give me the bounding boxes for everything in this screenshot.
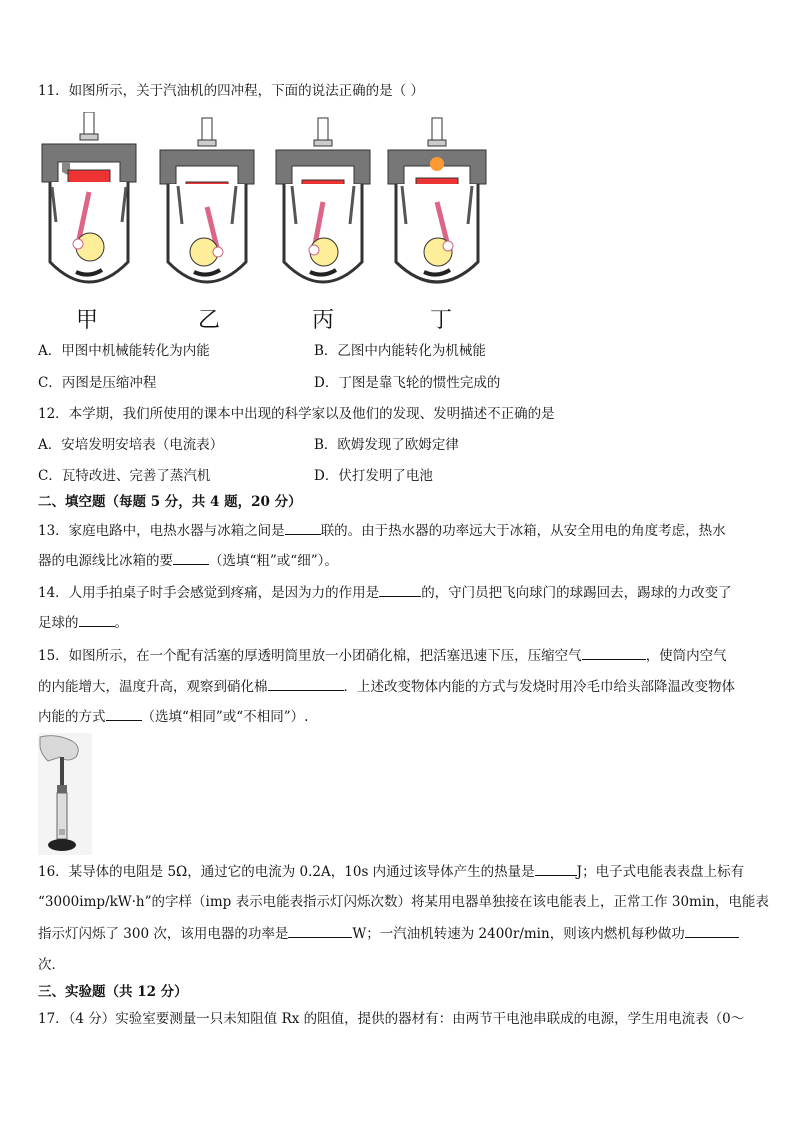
q16-line-4: 次．	[38, 957, 65, 973]
q15-line-1	[38, 646, 727, 665]
q13-line-1	[38, 521, 726, 540]
q15-text-3a: 内能的方式	[38, 709, 106, 725]
q14-line-2	[38, 613, 128, 632]
q14-text-2b: 。	[114, 615, 128, 631]
q15-line-2	[38, 677, 735, 696]
q17-line-1: 17．（4 分）实验室要测量一只未知阻值 Rx 的阻值，提供的器材有：由两节干电池串联成的电源，学生用电流表（0～	[38, 1011, 745, 1027]
q16-line-2: “3000imp/kW·h”的字样（imp 表示电能表指示灯闪烁次数）将某用电器单独接在该电能表上，正常工作 30min，电能表	[38, 894, 769, 910]
q16-line-1	[38, 862, 744, 881]
q12-option-d: D．伏打发明了电池	[314, 468, 433, 484]
q15-text-3b: （选填“相同”或“不相同”）.	[141, 709, 309, 725]
q14-text-2a: 足球的	[38, 615, 79, 631]
q13-text-2b: （选填“粗”或“细”）。	[209, 553, 338, 569]
q14-line-1	[38, 583, 732, 602]
section-heading-experiment: 三、实验题（共 12 分）	[38, 984, 188, 1000]
q15-text-1b: ，使筒内空气	[645, 648, 727, 664]
q13-blank-2[interactable]	[173, 551, 209, 565]
q11-option-b: B．乙图中内能转化为机械能	[314, 343, 486, 359]
engine-label-yi: 乙	[198, 308, 221, 333]
engine-diagram-ding	[386, 112, 490, 292]
q14-blank-1[interactable]	[379, 583, 421, 597]
q16-text-1b: J；电子式电能表表盘上标有	[576, 864, 745, 880]
q15-blank-2[interactable]	[268, 677, 344, 691]
q16-blank-1[interactable]	[535, 862, 577, 876]
q13-line-2	[38, 551, 338, 570]
q16-line-3	[38, 924, 739, 943]
engine-label-jia: 甲	[76, 308, 99, 333]
q16-blank-3[interactable]	[685, 924, 739, 938]
engine-label-ding: 丁	[430, 308, 453, 333]
q11-option-d: D．丁图是靠飞轮的惯性完成的	[314, 375, 501, 391]
engine-diagram-jia	[40, 112, 138, 292]
q13-text-1a: 13．家庭电路中，电热水器与冰箱之间是	[38, 523, 285, 539]
q13-text-1b: 联的。由于热水器的功率远大于冰箱，从安全用电的角度考虑，热水	[320, 523, 726, 539]
q16-text-3b: W；一汽油机转速为 2400r/min，则该内燃机每秒做功	[352, 926, 685, 942]
section-heading-fill-in: 二、填空题（每题 5 分，共 4 题，20 分）	[38, 494, 302, 510]
q15-text-1a: 15．如图所示，在一个配有活塞的厚透明筒里放一小团硝化棉，把活塞迅速下压，压缩空气	[38, 648, 582, 664]
q12-option-a: A．安培发明安培表（电流表）	[38, 437, 224, 453]
q16-text-1a: 16．某导体的电阻是 5Ω，通过它的电流为 0.2A，10s 内通过该导体产生的热量是	[38, 864, 535, 880]
q16-text-3a: 指示灯闪烁了 300 次，该用电器的功率是	[38, 926, 289, 942]
q15-line-3	[38, 707, 308, 726]
q13-blank-1[interactable]	[285, 521, 321, 535]
q15-text-2b: ．上述改变物体内能的方式与发烧时用冷毛巾给头部降温改变物体	[343, 679, 735, 695]
q14-blank-2[interactable]	[79, 613, 115, 627]
q16-blank-2[interactable]	[288, 924, 352, 938]
q15-text-2a: 的内能增大，温度升高，观察到硝化棉	[38, 679, 268, 695]
engine-diagram-bing	[274, 112, 372, 292]
q14-text-1b: 的，守门员把飞向球门的球踢回去，踢球的力改变了	[421, 585, 732, 601]
engine-label-bing: 丙	[312, 308, 335, 333]
q12-option-b: B．欧姆发现了欧姆定律	[314, 437, 459, 453]
q11-option-c: C．丙图是压缩冲程	[38, 375, 157, 391]
q13-text-2a: 器的电源线比冰箱的要	[38, 553, 173, 569]
engine-diagram-yi	[158, 112, 256, 292]
q15-blank-1[interactable]	[582, 646, 646, 660]
q12-option-c: C．瓦特改进、完善了蒸汽机	[38, 468, 211, 484]
piston-cylinder-photo	[38, 733, 92, 855]
q12-stem: 12．本学期，我们所使用的课本中出现的科学家以及他们的发现、发明描述不正确的是	[38, 406, 555, 422]
q14-text-1a: 14．人用手拍桌子时手会感觉到疼痛，是因为力的作用是	[38, 585, 380, 601]
q15-blank-3[interactable]	[106, 707, 142, 721]
q11-stem: 11．如图所示，关于汽油机的四冲程，下面的说法正确的是（ ）	[38, 83, 424, 99]
q11-option-a: A．甲图中机械能转化为内能	[38, 343, 210, 359]
